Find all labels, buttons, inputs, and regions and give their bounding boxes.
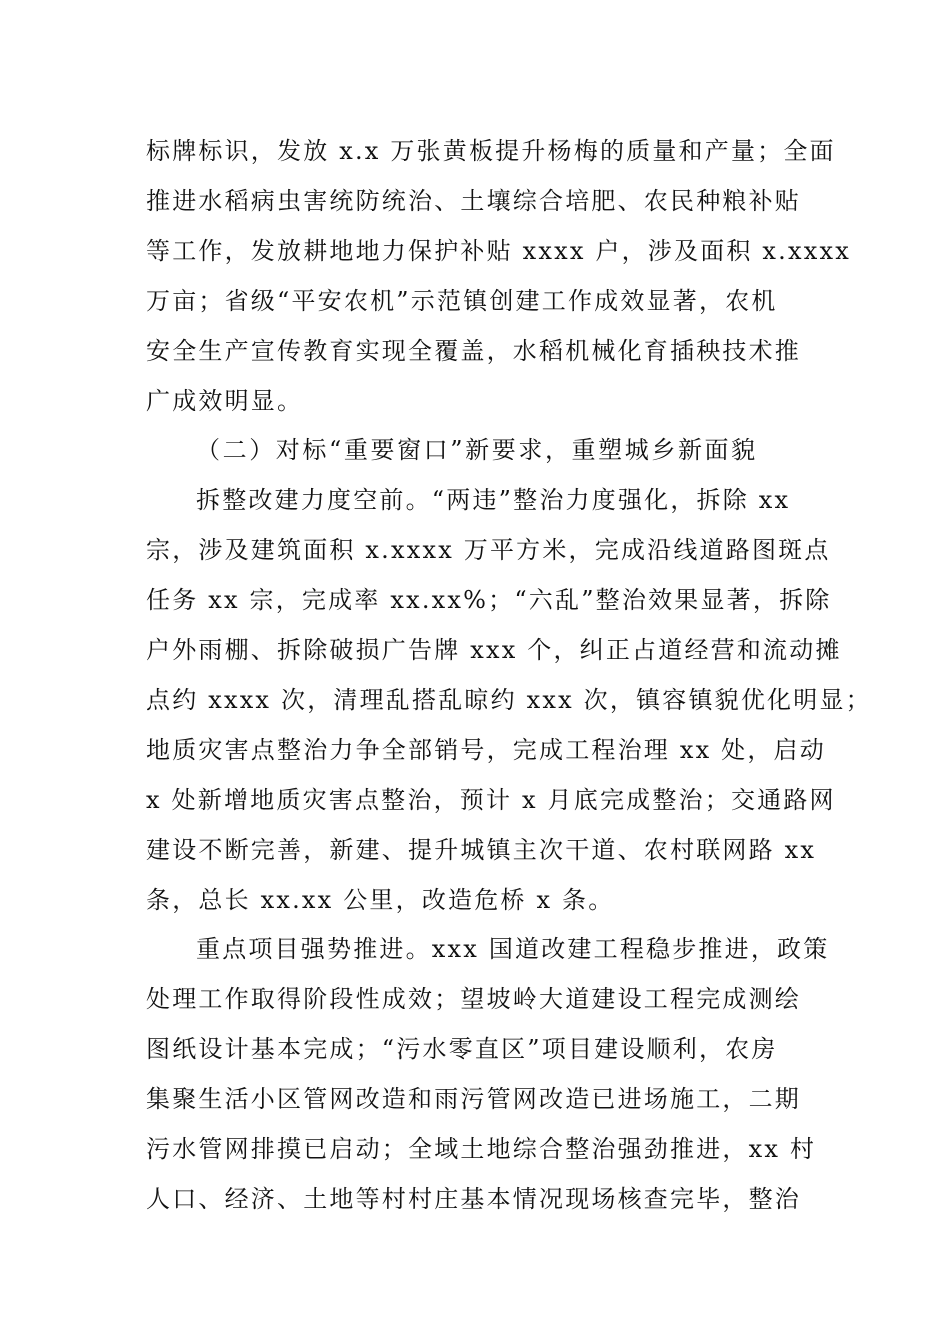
paragraph-3-line-5: 污水管网排摸已启动；全域土地综合整治强劲推进，xx 村 (146, 1135, 817, 1163)
section-heading: （二）对标“重要窗口”新要求，重塑城乡新面貌 (196, 436, 758, 464)
paragraph-2-line-8: 建设不断完善，新建、提升城镇主次干道、农村联网路 xx (146, 836, 817, 864)
paragraph-2-line-5: 点约 xxxx 次，清理乱搭乱晾约 xxx 次，镇容镇貌优化明显； (146, 686, 872, 714)
paragraph-2-line-2: 宗，涉及建筑面积 x.xxxx 万平方米，完成沿线道路图斑点 (146, 536, 831, 564)
paragraph-1-line-3: 等工作，发放耕地地力保护补贴 xxxx 户，涉及面积 x.xxxx (146, 237, 851, 265)
paragraph-2-line-3: 任务 xx 宗，完成率 xx.xx%；“六乱”整治效果显著，拆除 (146, 586, 832, 614)
paragraph-3-line-3: 图纸设计基本完成；“污水零直区”项目建设顺利，农房 (146, 1035, 778, 1063)
paragraph-3-line-4: 集聚生活小区管网改造和雨污管网改造已进场施工，二期 (146, 1085, 801, 1113)
paragraph-2-line-9: 条，总长 xx.xx 公里，改造危桥 x 条。 (146, 886, 615, 914)
paragraph-2-line-7: x 处新增地质灾害点整治，预计 x 月底完成整治；交通路网 (146, 786, 836, 814)
paragraph-2-line-6: 地质灾害点整治力争全部销号，完成工程治理 xx 处，启动 (146, 736, 826, 764)
paragraph-3-line-1: 重点项目强势推进。xxx 国道改建工程稳步推进，政策 (196, 935, 830, 963)
paragraph-1-line-2: 推进水稻病虫害统防统治、土壤综合培肥、农民种粮补贴 (146, 187, 801, 215)
paragraph-2-line-1: 拆整改建力度空前。“两违”整治力度强化，拆除 xx (196, 486, 791, 514)
paragraph-2-line-4: 户外雨棚、拆除破损广告牌 xxx 个，纠正占道经营和流动摊 (146, 636, 842, 664)
paragraph-3-line-6: 人口、经济、土地等村村庄基本情况现场核查完毕，整治 (146, 1185, 801, 1213)
paragraph-3-line-2: 处理工作取得阶段性成效；望坡岭大道建设工程完成测绘 (146, 985, 801, 1013)
paragraph-1-line-1: 标牌标识，发放 x.x 万张黄板提升杨梅的质量和产量；全面 (146, 137, 836, 165)
paragraph-1-line-6: 广成效明显。 (146, 387, 304, 415)
paragraph-1-line-4: 万亩；省级“平安农机”示范镇创建工作成效显著，农机 (146, 287, 778, 315)
paragraph-1-line-5: 安全生产宣传教育实现全覆盖，水稻机械化育插秧技术推 (146, 337, 801, 365)
